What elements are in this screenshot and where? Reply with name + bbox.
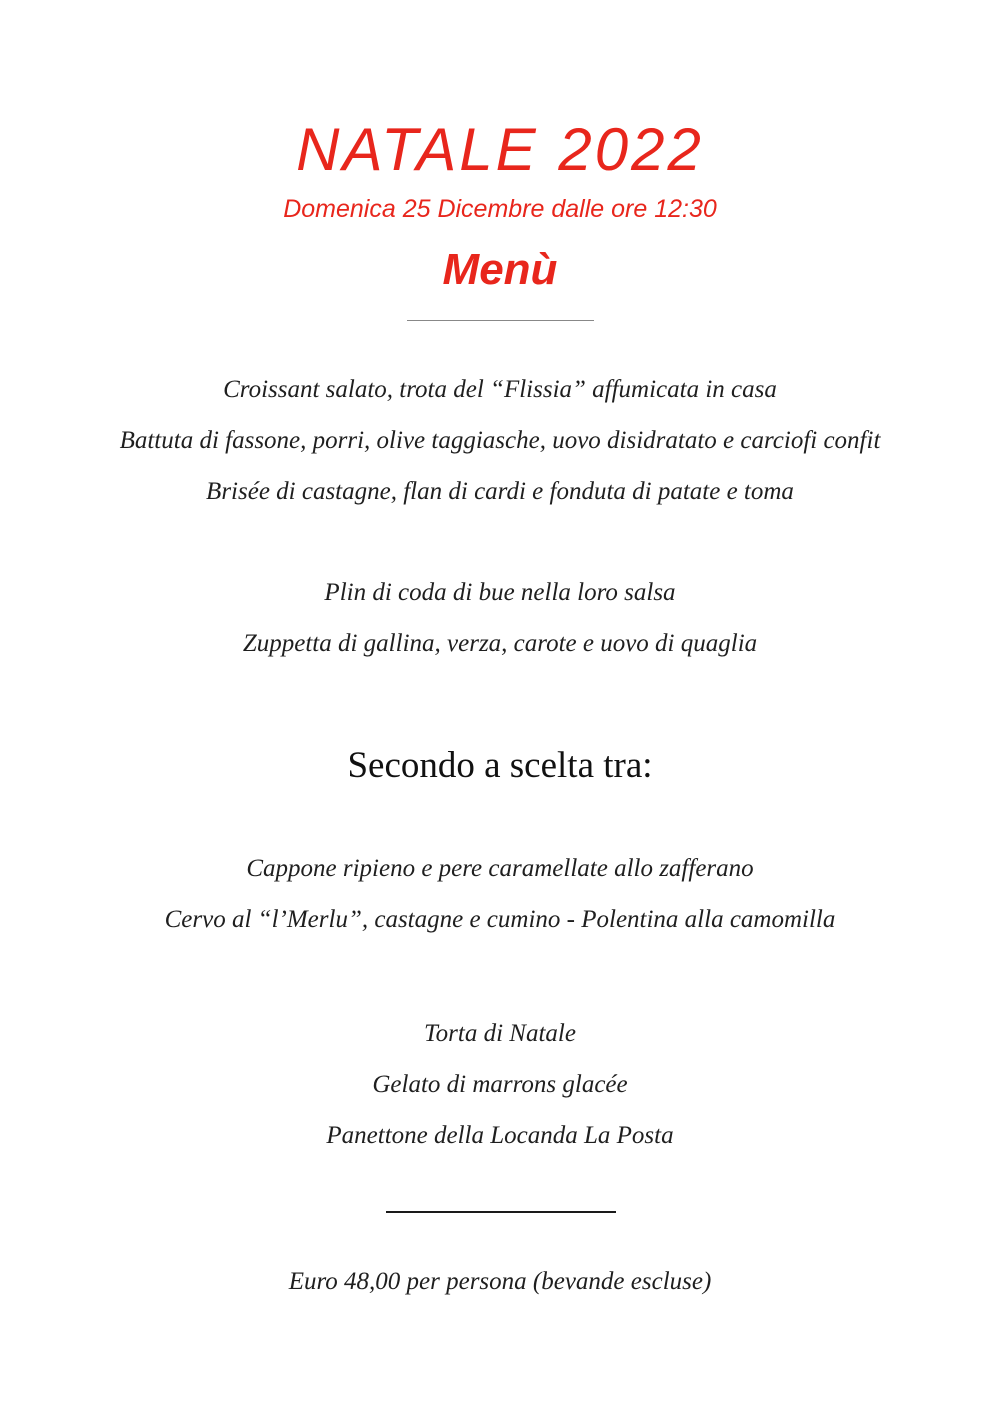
menu-heading: Menù — [442, 245, 558, 294]
dish-primo-1: Plin di coda di bue nella loro salsa — [324, 579, 676, 606]
dish-antipasto-2: Battuta di fassone, porri, olive taggiasche, uovo disidratato e carciofi confit — [119, 427, 881, 454]
event-date: Domenica 25 Dicembre dalle ore 12:30 — [283, 195, 717, 223]
price-text: Euro 48,00 per persona (bevande escluse) — [288, 1268, 712, 1295]
dish-antipasto-1: Croissant salato, trota del “Flissia” affumicata in casa — [223, 376, 777, 403]
secondi-heading: Secondo a scelta tra: — [347, 745, 653, 786]
dish-antipasto-3: Brisée di castagne, flan di cardi e fonduta di patate e toma — [206, 478, 794, 505]
divider-bottom — [386, 1211, 616, 1213]
dish-secondo-2: Cervo al “l’Merlu”, castagne e cumino - Polentina alla camomilla — [164, 906, 836, 933]
dish-dolce-2: Gelato di marrons glacée — [372, 1071, 628, 1098]
dish-dolce-3: Panettone della Locanda La Posta — [326, 1122, 674, 1149]
dish-secondo-1: Cappone ripieno e pere caramellate allo zafferano — [246, 855, 754, 882]
event-title: NATALE 2022 — [296, 116, 704, 183]
dish-dolce-1: Torta di Natale — [424, 1020, 576, 1047]
dish-primo-2: Zuppetta di gallina, verza, carote e uovo di quaglia — [242, 630, 758, 657]
divider-top — [407, 320, 594, 321]
